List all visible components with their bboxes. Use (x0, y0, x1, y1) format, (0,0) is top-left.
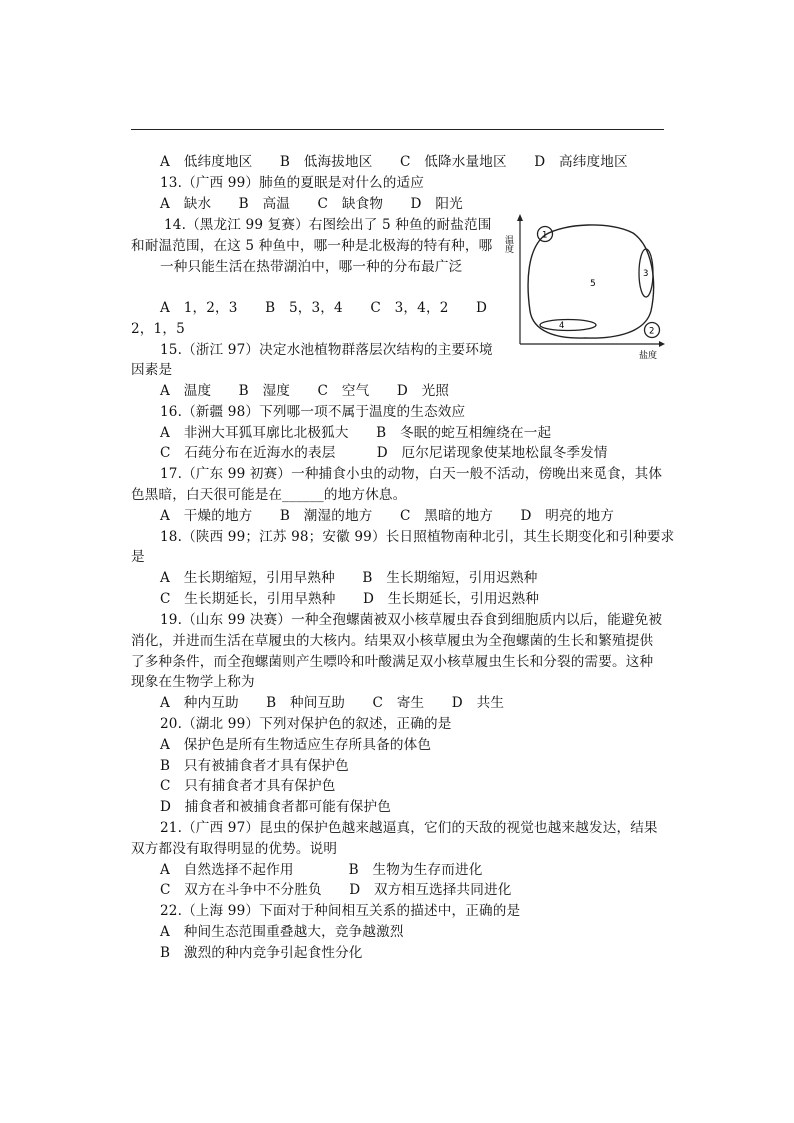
fish-4-label: 4 (559, 321, 565, 331)
q16-options-1: A 非洲大耳狐耳廓比北极狐大 B 冬眠的蛇互相缠绕在一起 (160, 425, 552, 441)
q15-stem-2: 因素是 (131, 362, 173, 378)
y-axis-arrow (517, 214, 523, 221)
q15-options: A 温度 B 湿度 C 空气 D 光照 (160, 383, 450, 399)
q22-stem: 22.（上海 99）下面对于种间相互关系的描述中，正确的是 (160, 903, 521, 919)
q13-options: A 缺水 B 高温 C 缺食物 D 阳光 (160, 196, 463, 212)
header-rule (131, 129, 664, 130)
q20-option-a: A 保护色是所有生物适应生存所具备的体色 (160, 737, 432, 753)
q19-options: A 种内互助 B 种间互助 C 寄生 D 共生 (160, 695, 505, 711)
fish-3-label: 3 (643, 269, 649, 279)
q15-stem-1: 15.（浙江 97）决定水池植物群落层次结构的主要环境 (160, 342, 493, 358)
q19-stem-3: 了多种条件，而全孢螺菌则产生嘌呤和叶酸满足双小核草履虫生长和分裂的需要。这种 (131, 654, 654, 670)
q19-stem-4: 现象在生物学上称为 (131, 674, 255, 690)
q19-stem-1: 19.（山东 99 决赛）一种全孢螺菌被双小核草履虫吞食到细胞质内以后，能避免被 (160, 612, 663, 628)
q21-options-2: C 双方在斗争中不分胜负 D 双方相互选择共同进化 (160, 882, 512, 898)
q14-options-1: A 1，2，3 B 5，3，4 C 3，4，2 D (160, 300, 488, 316)
y-axis-label: 温度 (503, 235, 513, 253)
q18-stem-2: 是 (131, 549, 145, 565)
fish-5-label: 5 (590, 279, 596, 289)
q16-options-2: C 石莼分布在近海水的表层 D 厄尔尼诺现象使某地松鼠冬季发情 (160, 445, 608, 461)
q13-stem: 13.（广西 99）肺鱼的夏眠是对什么的适应 (160, 175, 425, 191)
fish-tolerance-diagram (505, 213, 665, 363)
q21-options-1: A 自然选择不起作用 B 生物为生存而进化 (160, 862, 483, 878)
x-axis-arrow (659, 341, 665, 347)
q19-stem-2: 消化，并进而生活在草履虫的大核内。结果双小核草履虫为全孢螺菌的生长和繁殖提供 (131, 633, 654, 649)
x-axis-label: 盐度 (639, 351, 658, 361)
q22-option-b: B 激烈的种内竞争引起食性分化 (160, 945, 363, 961)
q18-options-1: A 生长期缩短，引用早熟种 B 生长期缩短，引用迟熟种 (160, 570, 538, 586)
q14-stem-1: 14.（黑龙江 99 复赛）右图绘出了 5 种鱼的耐盐范围 (164, 217, 492, 233)
q20-option-c: C 只有捕食者才具有保护色 (160, 778, 336, 794)
q20-stem: 20.（湖北 99）下列对保护色的叙述，正确的是 (160, 716, 452, 732)
q16-stem: 16.（新疆 98）下列哪一项不属于温度的生态效应 (160, 404, 466, 420)
fish-2-label: 2 (649, 326, 655, 337)
q21-stem-1: 21.（广西 97）昆虫的保护色越来越逼真，它们的天敌的视觉也越来越发达，结果 (160, 820, 658, 836)
q18-options-2: C 生长期延长，引用早熟种 D 生长期延长，引用迟熟种 (160, 591, 539, 607)
fish-4-range (540, 320, 596, 331)
q12-options: A 低纬度地区 B 低海拔地区 C 低降水量地区 D 高纬度地区 (160, 154, 628, 170)
q14-stem-2: 和耐温范围，在这 5 种鱼中，哪一种是北极海的特有种，哪 (131, 238, 493, 254)
q17-stem-2: 色黑暗，白天很可能是在______的地方休息。 (131, 487, 407, 503)
q17-options: A 干燥的地方 B 潮湿的地方 C 黑暗的地方 D 明亮的地方 (160, 508, 615, 524)
q18-stem-1: 18.（陕西 99；江苏 98；安徽 99）长日照植物南种北引，其生长期变化和引种要求 (160, 529, 675, 545)
q21-stem-2: 双方都没有取得明显的优势。说明 (131, 841, 338, 857)
q17-stem-1: 17.（广东 99 初赛）一种捕食小虫的动物，白天一般不活动，傍晚出来觅食，其体 (160, 466, 663, 482)
q14-stem-3: 一种只能生活在热带湖泊中，哪一种的分布最广泛 (160, 259, 463, 275)
q14-options-2: 2，1，5 (131, 321, 185, 337)
q20-option-b: B 只有被捕食者才具有保护色 (160, 758, 349, 774)
q20-option-d: D 捕食者和被捕食者都可能有保护色 (160, 799, 391, 815)
q22-option-a: A 种间生态范围重叠越大，竞争越激烈 (160, 924, 404, 940)
fish-1-label: 1 (542, 230, 548, 241)
